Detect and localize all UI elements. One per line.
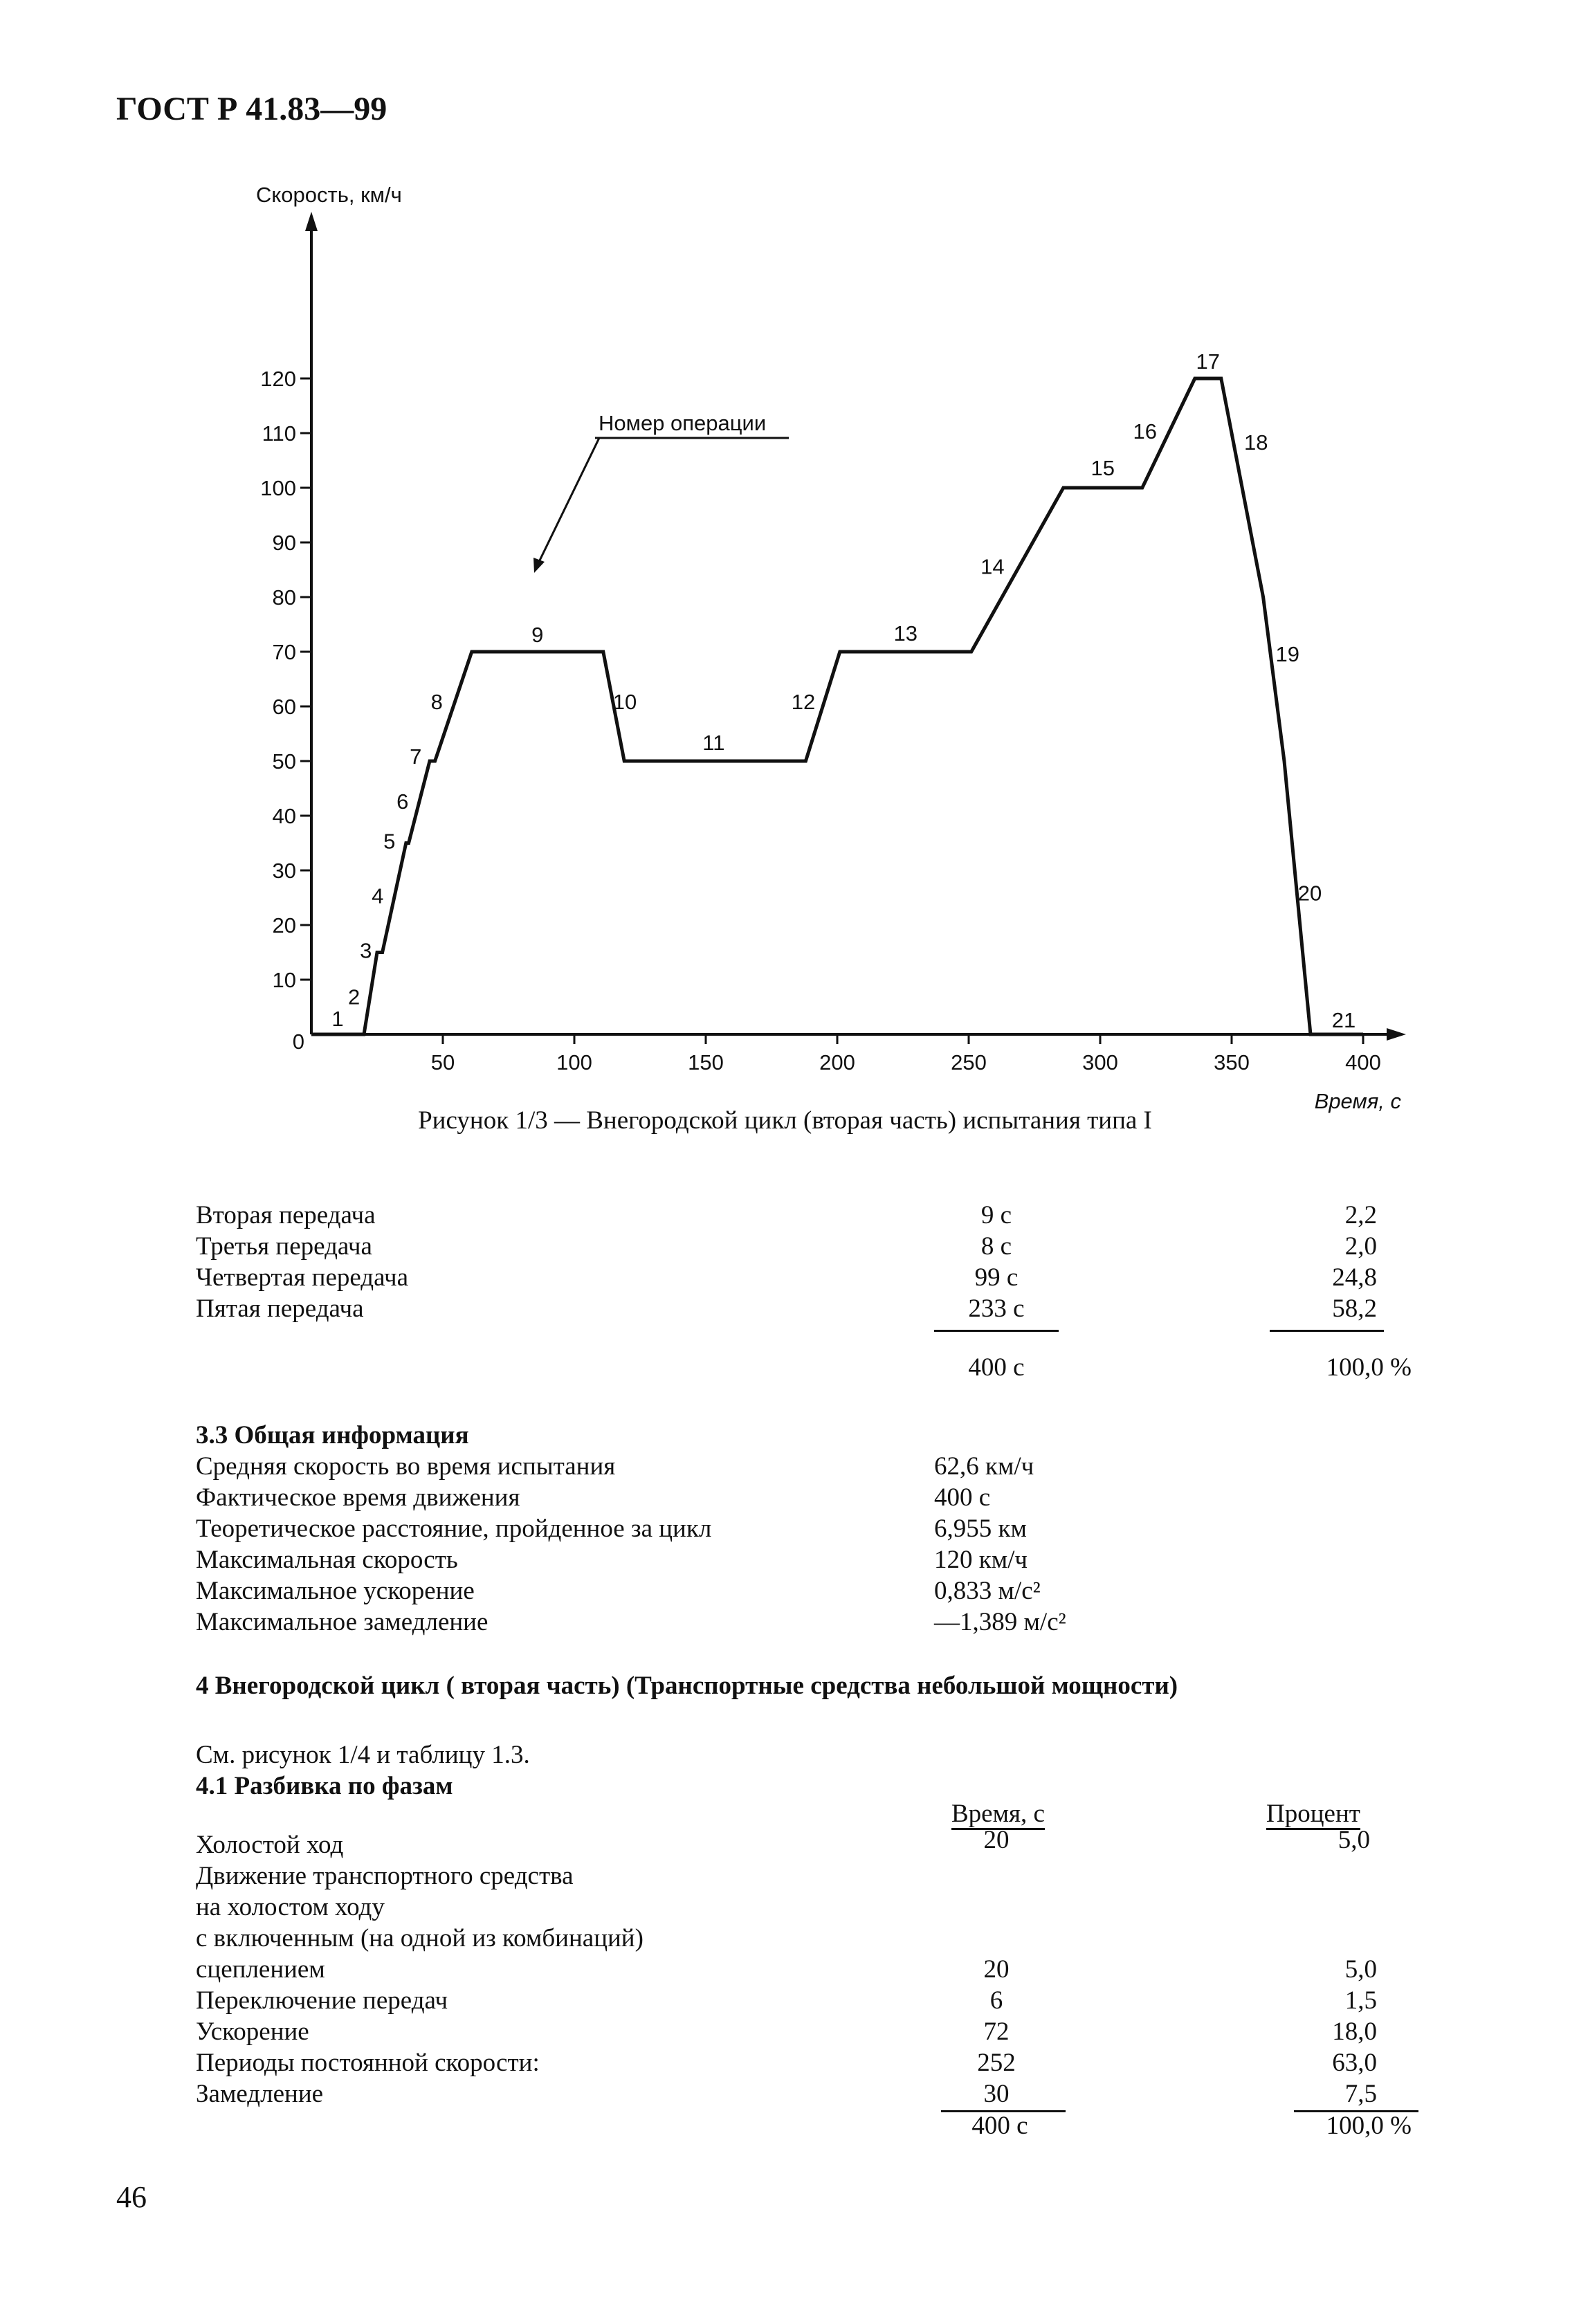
- y-tick-label: 90: [272, 531, 296, 555]
- phase-percent: 18,0: [1332, 2018, 1377, 2046]
- annotation-arrowhead: [533, 558, 545, 573]
- series-line: [311, 378, 1363, 1034]
- gear-percent: 2,0: [1344, 1232, 1377, 1261]
- info-label: Средняя скорость во время испытания: [196, 1452, 616, 1481]
- series: [311, 378, 1363, 1034]
- y-tick-label: 20: [272, 913, 296, 937]
- sum-rule: [1270, 1330, 1384, 1332]
- gear-total-time: 400 с: [968, 1353, 1025, 1382]
- phase-percent: 63,0: [1332, 2049, 1377, 2077]
- info-value: 120 км/ч: [934, 1546, 1028, 1574]
- y-tick-label: 60: [272, 695, 296, 719]
- operation-label: 13: [893, 621, 918, 646]
- operation-label: 15: [1090, 456, 1115, 480]
- phase-total-time: 400 с: [971, 2112, 1028, 2140]
- section-heading: 4 Внегородской цикл ( вторая часть) (Транспортные средства небольшой мощности): [196, 1672, 1178, 1700]
- y-tick-label: 110: [262, 421, 296, 446]
- section-heading: 3.3 Общая информация: [196, 1421, 469, 1449]
- operation-label: 5: [383, 829, 396, 854]
- phase-total-percent: 100,0 %: [1326, 2112, 1412, 2140]
- phase-label: Периоды постоянной скорости:: [196, 2049, 540, 2077]
- y-axis-label: Скорость, км/ч: [256, 183, 402, 207]
- gear-time: 8 с: [980, 1232, 1012, 1261]
- gear-label: Третья передача: [196, 1232, 372, 1261]
- phase-label-line: на холостом ходу: [196, 1893, 385, 1921]
- operation-label: 2: [347, 985, 360, 1009]
- figure-caption: Рисунок 1/3 — Внегородской цикл (вторая часть) испытания типа I: [418, 1106, 1152, 1135]
- x-tick-label: 50: [430, 1050, 455, 1074]
- operation-label: 20: [1297, 881, 1322, 906]
- operation-label: 6: [396, 789, 409, 814]
- phase-label: Ускорение: [196, 2018, 309, 2046]
- phase-time: 252: [977, 2049, 1016, 2077]
- reference-text: См. рисунок 1/4 и таблицу 1.3.: [196, 1741, 530, 1769]
- phase-percent: 5,0: [1344, 1955, 1377, 1984]
- gear-label: Четвертая передача: [196, 1263, 409, 1292]
- phase-percent: 1,5: [1344, 1986, 1377, 2015]
- page-number: 46: [116, 2180, 147, 2214]
- info-value: 0,833 м/с²: [934, 1577, 1041, 1605]
- y-tick-label: 30: [272, 859, 296, 883]
- gear-percent: 58,2: [1332, 1294, 1377, 1323]
- y-tick-label: 10: [272, 968, 296, 992]
- operation-label: 4: [372, 884, 384, 908]
- document-code-header: ГОСТ Р 41.83—99: [116, 91, 387, 127]
- ticks: [260, 367, 1381, 1074]
- x-tick-label: 350: [1214, 1050, 1250, 1074]
- operation-label: 9: [531, 623, 544, 647]
- x-tick-label: 250: [951, 1050, 987, 1074]
- info-value: —1,389 м/с²: [934, 1608, 1066, 1636]
- operation-labels: [331, 349, 1356, 1032]
- x-tick-label: 400: [1345, 1050, 1381, 1074]
- info-label: Фактическое время движения: [196, 1483, 520, 1512]
- phase-time: 20: [983, 1826, 1010, 1854]
- gear-total-percent: 100,0 %: [1326, 1353, 1412, 1382]
- y-tick-label: 80: [272, 585, 296, 610]
- operation-label: 14: [980, 554, 1005, 579]
- annotation: [533, 411, 789, 573]
- y-tick-label: 100: [260, 476, 296, 500]
- operation-label: 8: [430, 690, 443, 714]
- operation-label: 7: [410, 744, 422, 769]
- gear-percent: 2,2: [1344, 1201, 1377, 1229]
- gear-time: 233 с: [968, 1294, 1025, 1323]
- x-tick-label: 300: [1082, 1050, 1118, 1074]
- info-value: 6,955 км: [934, 1515, 1027, 1543]
- operation-label: 19: [1275, 642, 1300, 666]
- phase-label-line: с включенным (на одной из комбинаций): [196, 1924, 643, 1952]
- phase-label-line: Движение транспортного средства: [196, 1862, 574, 1890]
- y-tick-label: 40: [272, 804, 296, 828]
- column-header-time: Время, с: [951, 1800, 1045, 1830]
- x-axis-label: Время, с: [1314, 1089, 1401, 1113]
- gear-time: 99 с: [974, 1263, 1019, 1292]
- phase-label: Переключение передач: [196, 1986, 448, 2015]
- info-label: Максимальное замедление: [196, 1608, 489, 1636]
- phase-label: Замедление: [196, 2080, 324, 2108]
- operation-label: 11: [702, 731, 725, 755]
- operation-label: 21: [1331, 1008, 1356, 1032]
- y-tick-label: 50: [272, 749, 296, 774]
- operation-label: 16: [1133, 419, 1158, 443]
- phase-label: Холостой ход: [196, 1831, 344, 1859]
- info-label: Максимальное ускорение: [196, 1577, 475, 1605]
- operation-label: 18: [1243, 430, 1268, 455]
- y-tick-label: 70: [272, 640, 296, 664]
- gear-label: Пятая передача: [196, 1294, 364, 1323]
- operation-label: 3: [360, 938, 372, 963]
- phase-percent: 7,5: [1344, 2080, 1377, 2108]
- phase-time: 72: [983, 2018, 1010, 2046]
- phase-label-line: сцеплением: [196, 1955, 325, 1984]
- operation-label: 10: [612, 690, 637, 714]
- x-tick-label: 200: [819, 1050, 855, 1074]
- column-header-percent: Процент: [1266, 1800, 1360, 1830]
- x-tick-label: 150: [688, 1050, 724, 1074]
- annotation-leader-line: [538, 438, 599, 563]
- axes: [305, 212, 1406, 1041]
- x-tick-label: 100: [556, 1050, 592, 1074]
- phase-time: 30: [983, 2080, 1010, 2108]
- sum-rule: [934, 1330, 1059, 1332]
- info-label: Максимальная скорость: [196, 1546, 458, 1574]
- info-label: Теоретическое расстояние, пройденное за цикл: [196, 1515, 712, 1543]
- operation-label: 12: [791, 690, 816, 714]
- info-value: 400 с: [934, 1483, 991, 1512]
- sub-heading: 4.1 Разбивка по фазам: [196, 1772, 453, 1800]
- operation-label: 1: [331, 1007, 344, 1031]
- gear-label: Вторая передача: [196, 1201, 376, 1229]
- y-axis-arrow: [305, 212, 318, 231]
- phase-time: 20: [983, 1955, 1010, 1984]
- phase-percent: 5,0: [1338, 1826, 1370, 1854]
- info-value: 62,6 км/ч: [934, 1452, 1034, 1481]
- operation-label: 17: [1196, 349, 1221, 374]
- gear-time: 9 с: [980, 1201, 1012, 1229]
- phase-time: 6: [989, 1986, 1003, 2015]
- x-axis-arrow: [1387, 1028, 1406, 1041]
- y-tick-label: 120: [260, 367, 296, 391]
- annotation-label: Номер операции: [599, 411, 767, 435]
- y-tick-label: 0: [292, 1030, 304, 1054]
- gear-percent: 24,8: [1332, 1263, 1377, 1292]
